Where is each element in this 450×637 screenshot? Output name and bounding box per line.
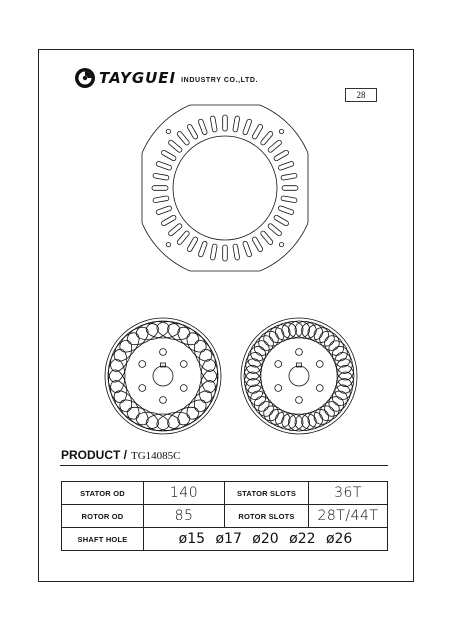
stator-slot [242, 241, 252, 258]
rotor-slot [106, 377, 136, 415]
rotor-slot [260, 402, 287, 428]
stator-slot [187, 236, 199, 252]
ventilation-hole [139, 385, 146, 392]
stator-slot [176, 131, 190, 146]
stator-od-value: 140 [144, 482, 225, 505]
stator-bore [173, 136, 277, 240]
stator-slot [267, 139, 282, 153]
stator-slot [161, 215, 177, 227]
rotor-slot [164, 403, 202, 433]
stator-corner-hole [166, 242, 170, 246]
rotor-slot [106, 368, 130, 404]
rotor-slot [196, 347, 220, 383]
rotor-od-label: ROTOR OD [62, 505, 144, 528]
stator-slot [233, 244, 240, 261]
ventilation-hole [296, 397, 303, 404]
product-model: TG14085C [131, 450, 181, 462]
rotor-slot [260, 324, 287, 350]
rotor-slot [190, 337, 220, 375]
shaft-hole [289, 366, 309, 386]
ventilation-hole [160, 397, 167, 404]
stator-slot [152, 186, 168, 191]
ventilation-hole [316, 385, 323, 392]
brand-name: TAYGUEI [99, 69, 177, 87]
stator-corner-hole [166, 129, 170, 133]
stator-slot [242, 119, 252, 136]
rotor-slots-value: 28T/44T [309, 505, 388, 528]
stator-corner-hole [279, 129, 283, 133]
stator-slot [278, 205, 295, 215]
rotor-lamination-28-slot [105, 318, 221, 434]
stator-slot [233, 116, 240, 133]
ventilation-hole [275, 361, 282, 368]
ventilation-hole [139, 361, 146, 368]
stator-slot [210, 244, 217, 261]
ventilation-hole [316, 361, 323, 368]
stator-slots-value: 36T [309, 482, 388, 505]
product-label: PRODUCT / [61, 448, 127, 462]
spec-row [62, 505, 388, 528]
shaft-hole-values: ø15 ø17 ø20 ø22 ø26 [144, 528, 388, 551]
stator-slot [210, 116, 217, 133]
rotor-slots-label: ROTOR SLOTS [225, 505, 309, 528]
stator-slot [161, 150, 177, 162]
rotor-slot [255, 327, 282, 354]
stator-slot [153, 196, 170, 203]
stator-slot [223, 245, 228, 261]
rotor-slot [311, 402, 338, 428]
stator-slot [252, 236, 264, 252]
stator-slot [176, 230, 190, 245]
ventilation-hole [180, 361, 187, 368]
rotor-outline [241, 318, 357, 434]
stator-corner-hole [279, 242, 283, 246]
rotor-slot [247, 337, 273, 364]
rotor-slot [325, 337, 351, 364]
rotor-slot [155, 409, 191, 433]
stator-slot [156, 205, 173, 215]
rotor-slot [250, 393, 277, 420]
shaft-hole [153, 366, 173, 386]
stator-slot [273, 215, 289, 227]
stator-slot [198, 241, 208, 258]
stator-slot [282, 186, 298, 191]
stator-slot [260, 131, 274, 146]
rotor-slot [134, 409, 170, 433]
stator-slot [168, 223, 183, 237]
stator-slot [198, 119, 208, 136]
rotor-slot [311, 324, 338, 350]
ventilation-hole [160, 349, 167, 356]
rotor-slot [321, 332, 348, 359]
stator-slot [156, 161, 173, 171]
stator-slot [260, 230, 274, 245]
stator-slot [281, 196, 298, 203]
spec-table [61, 481, 388, 551]
stator-slots-label: STATOR SLOTS [225, 482, 309, 505]
rotor-od-value: 85 [144, 505, 225, 528]
rotor-slot [325, 388, 351, 415]
stator-od-label: STATOR OD [62, 482, 144, 505]
ventilation-hole [275, 385, 282, 392]
stator-slot [223, 115, 228, 131]
shaft-hole-label: SHAFT HOLE [62, 528, 144, 551]
stator-slot [267, 223, 282, 237]
rotor-slot [124, 319, 162, 349]
rotor-slot [106, 347, 130, 383]
stator-slot [281, 173, 298, 180]
spec-row [62, 528, 388, 551]
rotor-slot [247, 388, 273, 415]
ventilation-hole [296, 349, 303, 356]
rotor-slot [196, 368, 220, 404]
product-underline [60, 465, 388, 466]
spec-row [62, 482, 388, 505]
rotor-lamination-44-slot [241, 318, 357, 434]
page-number: 28 [345, 88, 377, 102]
stator-slot [252, 124, 264, 140]
stator-slot [187, 124, 199, 140]
rotor-slot [316, 398, 343, 425]
stator-slot [278, 161, 295, 171]
stator-lamination [142, 105, 308, 271]
company-suffix: INDUSTRY CO.,LTD. [181, 76, 259, 84]
ventilation-hole [180, 385, 187, 392]
stator-slot [153, 173, 170, 180]
rotor-slot [155, 319, 191, 343]
stator-slot [273, 150, 289, 162]
stator-slot [168, 139, 183, 153]
rotor-slot [134, 319, 170, 343]
